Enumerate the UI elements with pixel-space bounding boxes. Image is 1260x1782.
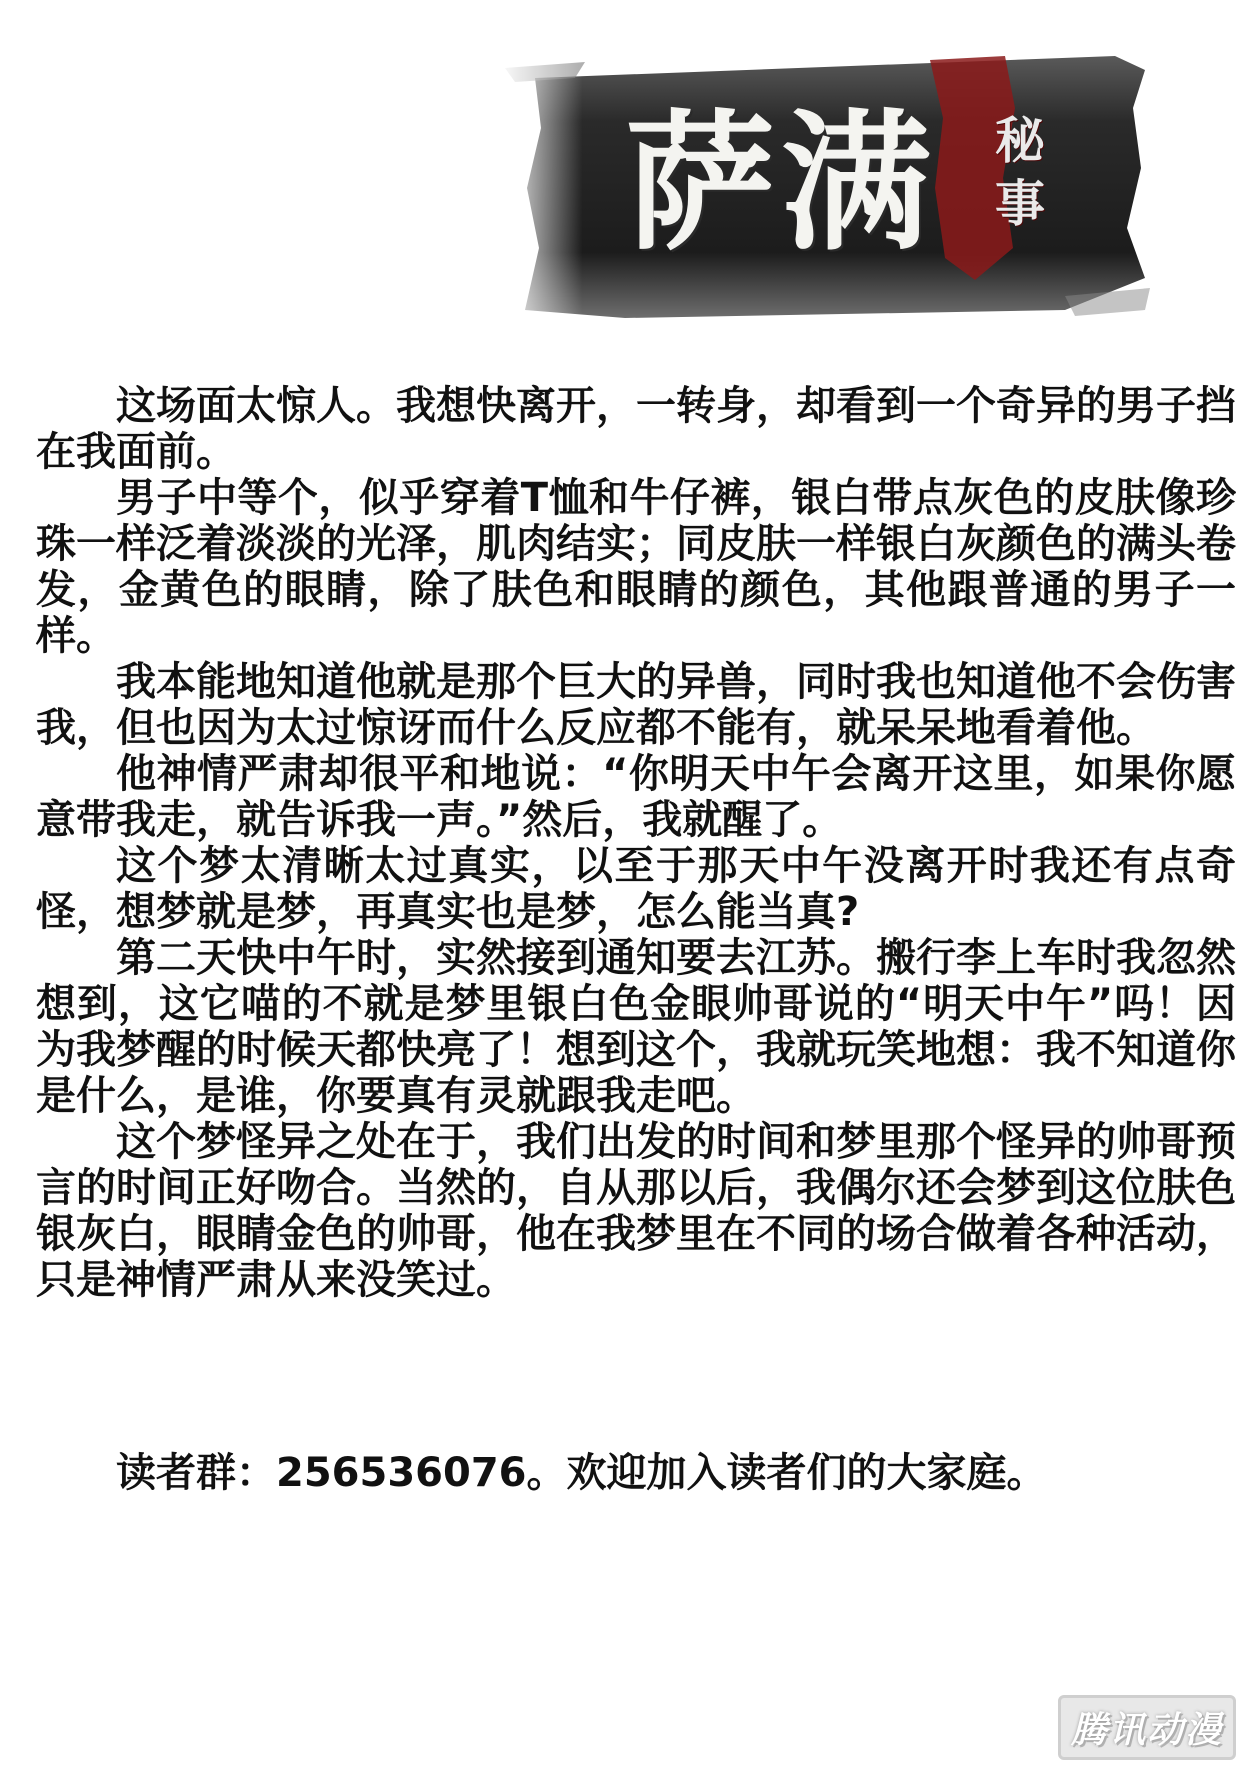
paragraph: 男子中等个，似乎穿着T恤和牛仔裤，银白带点灰色的皮肤像珍珠一样泛着淡淡的光泽，肌肉结实；同皮肤一样银白灰颜色的满头卷发，金黄色的眼睛，除了肤色和眼睛的颜色，其他跟普通的男子一样。 <box>36 475 1236 659</box>
paragraph: 这场面太惊人。我想快离开，一转身，却看到一个奇异的男子挡在我面前。 <box>36 383 1236 475</box>
banner-subtitle: 秘事 <box>995 111 1045 233</box>
reader-group-note: 读者群：256536076。欢迎加入读者们的大家庭。 <box>116 1450 1047 1496</box>
paragraph: 他神情严肃却很平和地说：“你明天中午会离开这里，如果你愿意带我走，就告诉我一声。”然后，我就醒了。 <box>36 751 1236 843</box>
banner-title: 萨满 <box>625 95 938 271</box>
story-text <box>36 383 1236 1303</box>
paragraph: 这个梦太清晰太过真实，以至于那天中午没离开时我还有点奇怪，想梦就是梦，再真实也是梦，怎么能当真? <box>36 843 1236 935</box>
title-banner <box>505 48 1150 323</box>
tencent-comic-watermark: 腾讯动漫 <box>1058 1695 1236 1760</box>
paragraph: 这个梦怪异之处在于，我们出发的时间和梦里那个怪异的帅哥预言的时间正好吻合。当然的，自从那以后，我偶尔还会梦到这位肤色银灰白，眼睛金色的帅哥，他在我梦里在不同的场合做着各种活动，只是神情严肃从来没笑过。 <box>36 1119 1236 1303</box>
paragraph: 我本能地知道他就是那个巨大的异兽，同时我也知道他不会伤害我，但也因为太过惊讶而什么反应都不能有，就呆呆地看着他。 <box>36 659 1236 751</box>
paragraph: 第二天快中午时，实然接到通知要去江苏。搬行李上车时我忽然想到，这它喵的不就是梦里银白色金眼帅哥说的“明天中午”吗！因为我梦醒的时候天都快亮了！想到这个，我就玩笑地想：我不知道你是什么，是谁，你要真有灵就跟我走吧。 <box>36 935 1236 1119</box>
